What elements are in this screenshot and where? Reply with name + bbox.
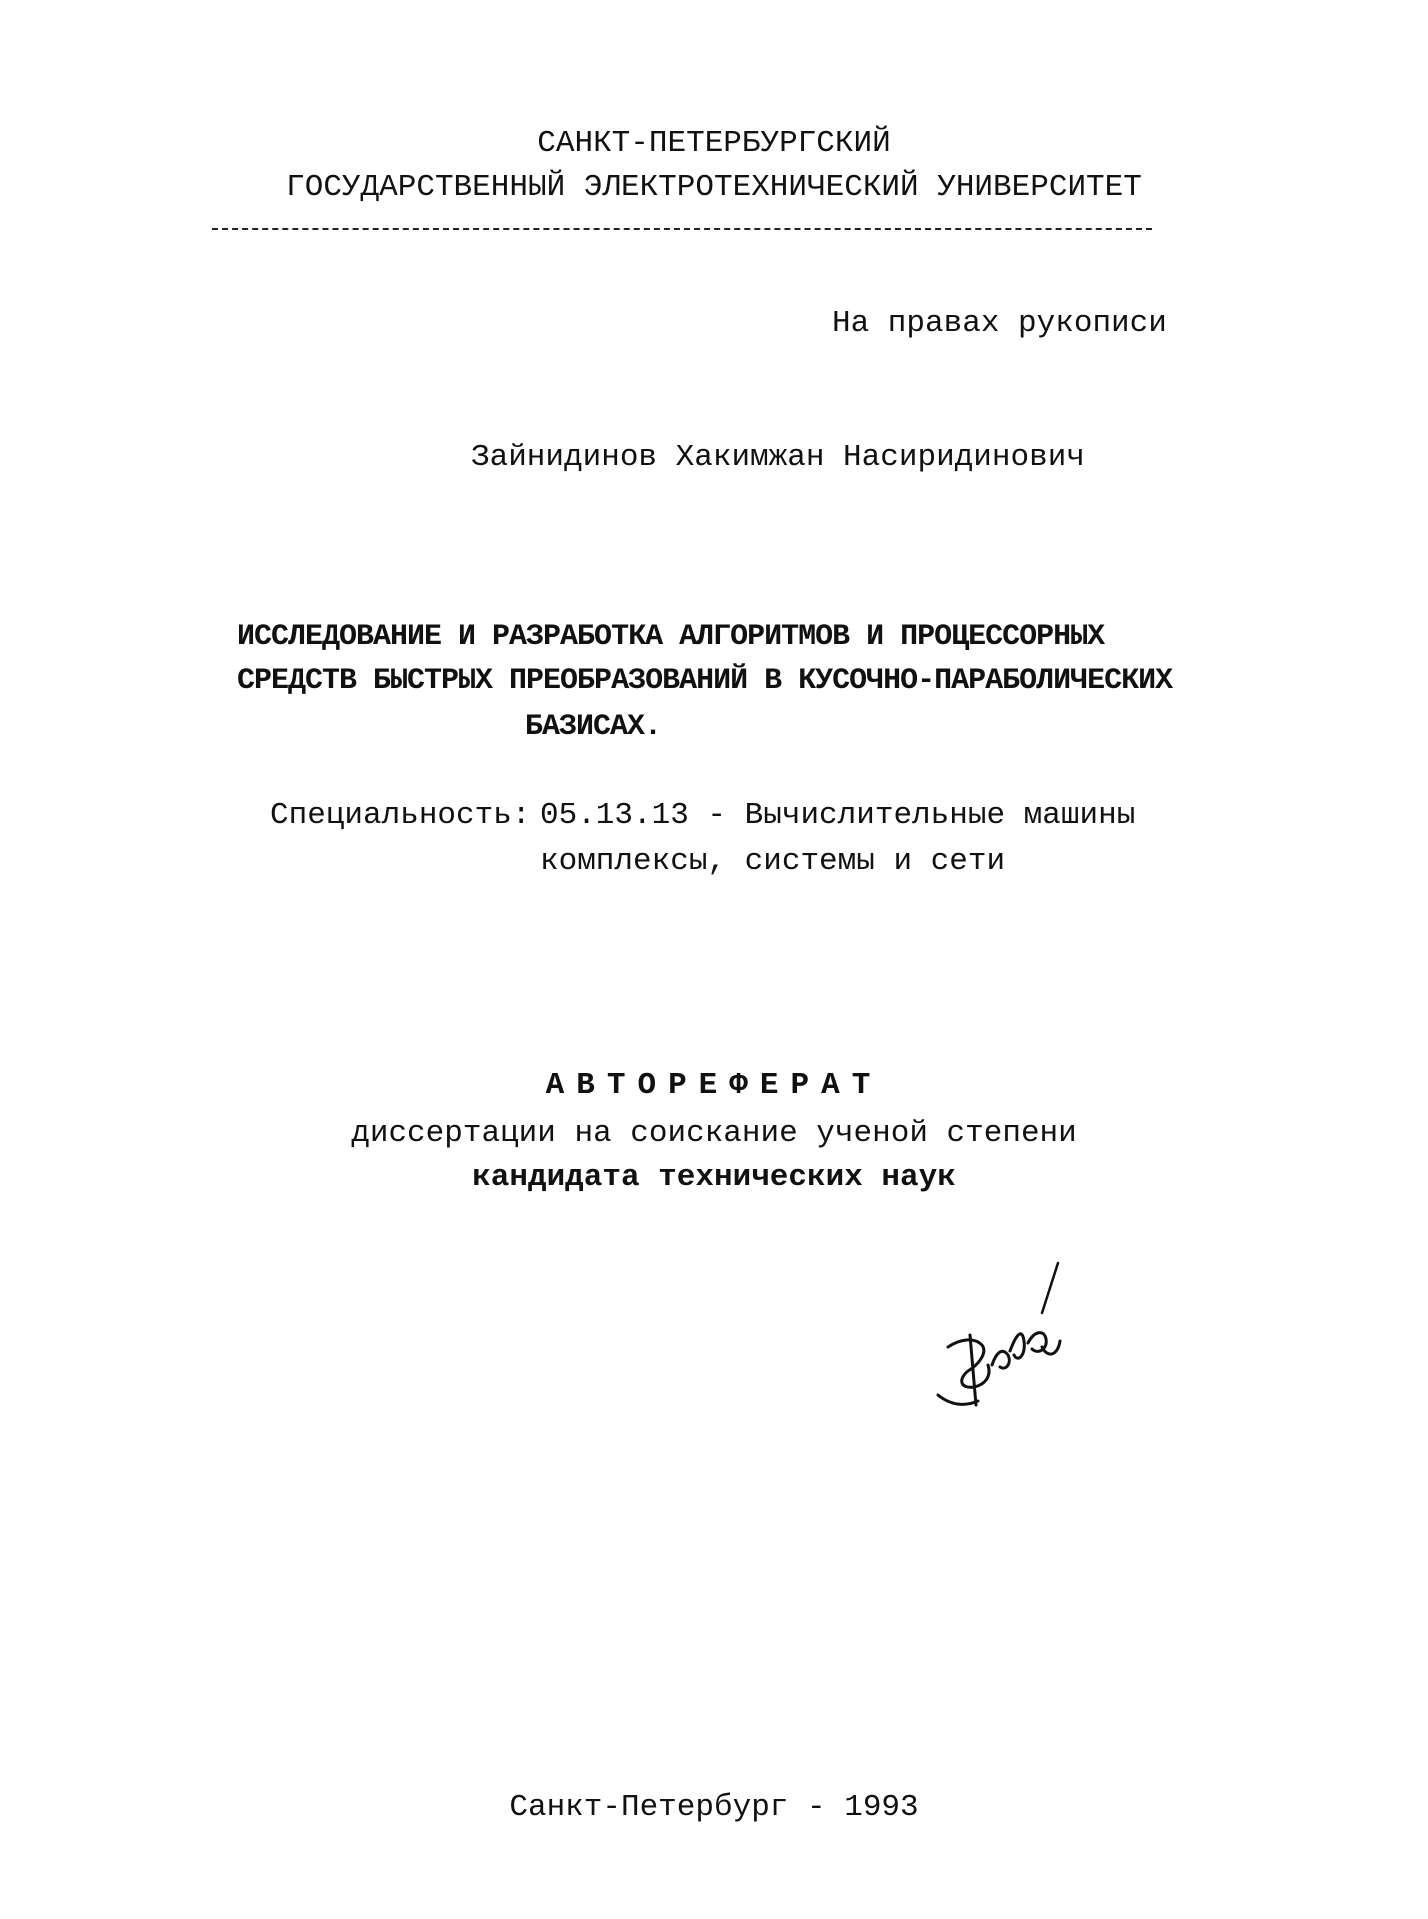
author-name: Зайнидинов Хакимжан Насиридинович bbox=[471, 440, 1085, 475]
dissertation-title-line2: СРЕДСТВ БЫСТРЫХ ПРЕОБРАЗОВАНИЙ В КУСОЧНО-ПАРАБОЛИЧЕСКИХ bbox=[237, 664, 1173, 698]
specialty-label: Специальность: bbox=[270, 798, 531, 833]
university-name-line2: ГОСУДАРСТВЕННЫЙ ЭЛЕКТРОТЕХНИЧЕСКИЙ УНИВЕРСИТЕТ bbox=[286, 170, 1142, 205]
specialty-code-line2: комплексы, системы и сети bbox=[540, 844, 1006, 879]
header-divider bbox=[212, 228, 1152, 230]
place-and-year: Санкт-Петербург - 1993 bbox=[509, 1790, 919, 1825]
abstract-subtitle-line2: кандидата технических наук bbox=[472, 1160, 956, 1195]
specialty-code-line1: 05.13.13 - Вычислительные машины bbox=[540, 798, 1136, 833]
handwritten-signature bbox=[930, 1255, 1080, 1415]
university-name-line1: САНКТ-ПЕТЕРБУРГСКИЙ bbox=[537, 126, 891, 161]
abstract-subtitle-line1: диссертации на соискание ученой степени bbox=[351, 1116, 1077, 1151]
dissertation-title-line3: БАЗИСАХ. bbox=[525, 710, 662, 744]
manuscript-note: На правах рукописи bbox=[832, 306, 1167, 341]
dissertation-title-line1: ИССЛЕДОВАНИЕ И РАЗРАБОТКА АЛГОРИТМОВ И ПРОЦЕССОРНЫХ bbox=[237, 620, 1105, 654]
abstract-heading: АВТОРЕФЕРАТ bbox=[545, 1068, 883, 1103]
